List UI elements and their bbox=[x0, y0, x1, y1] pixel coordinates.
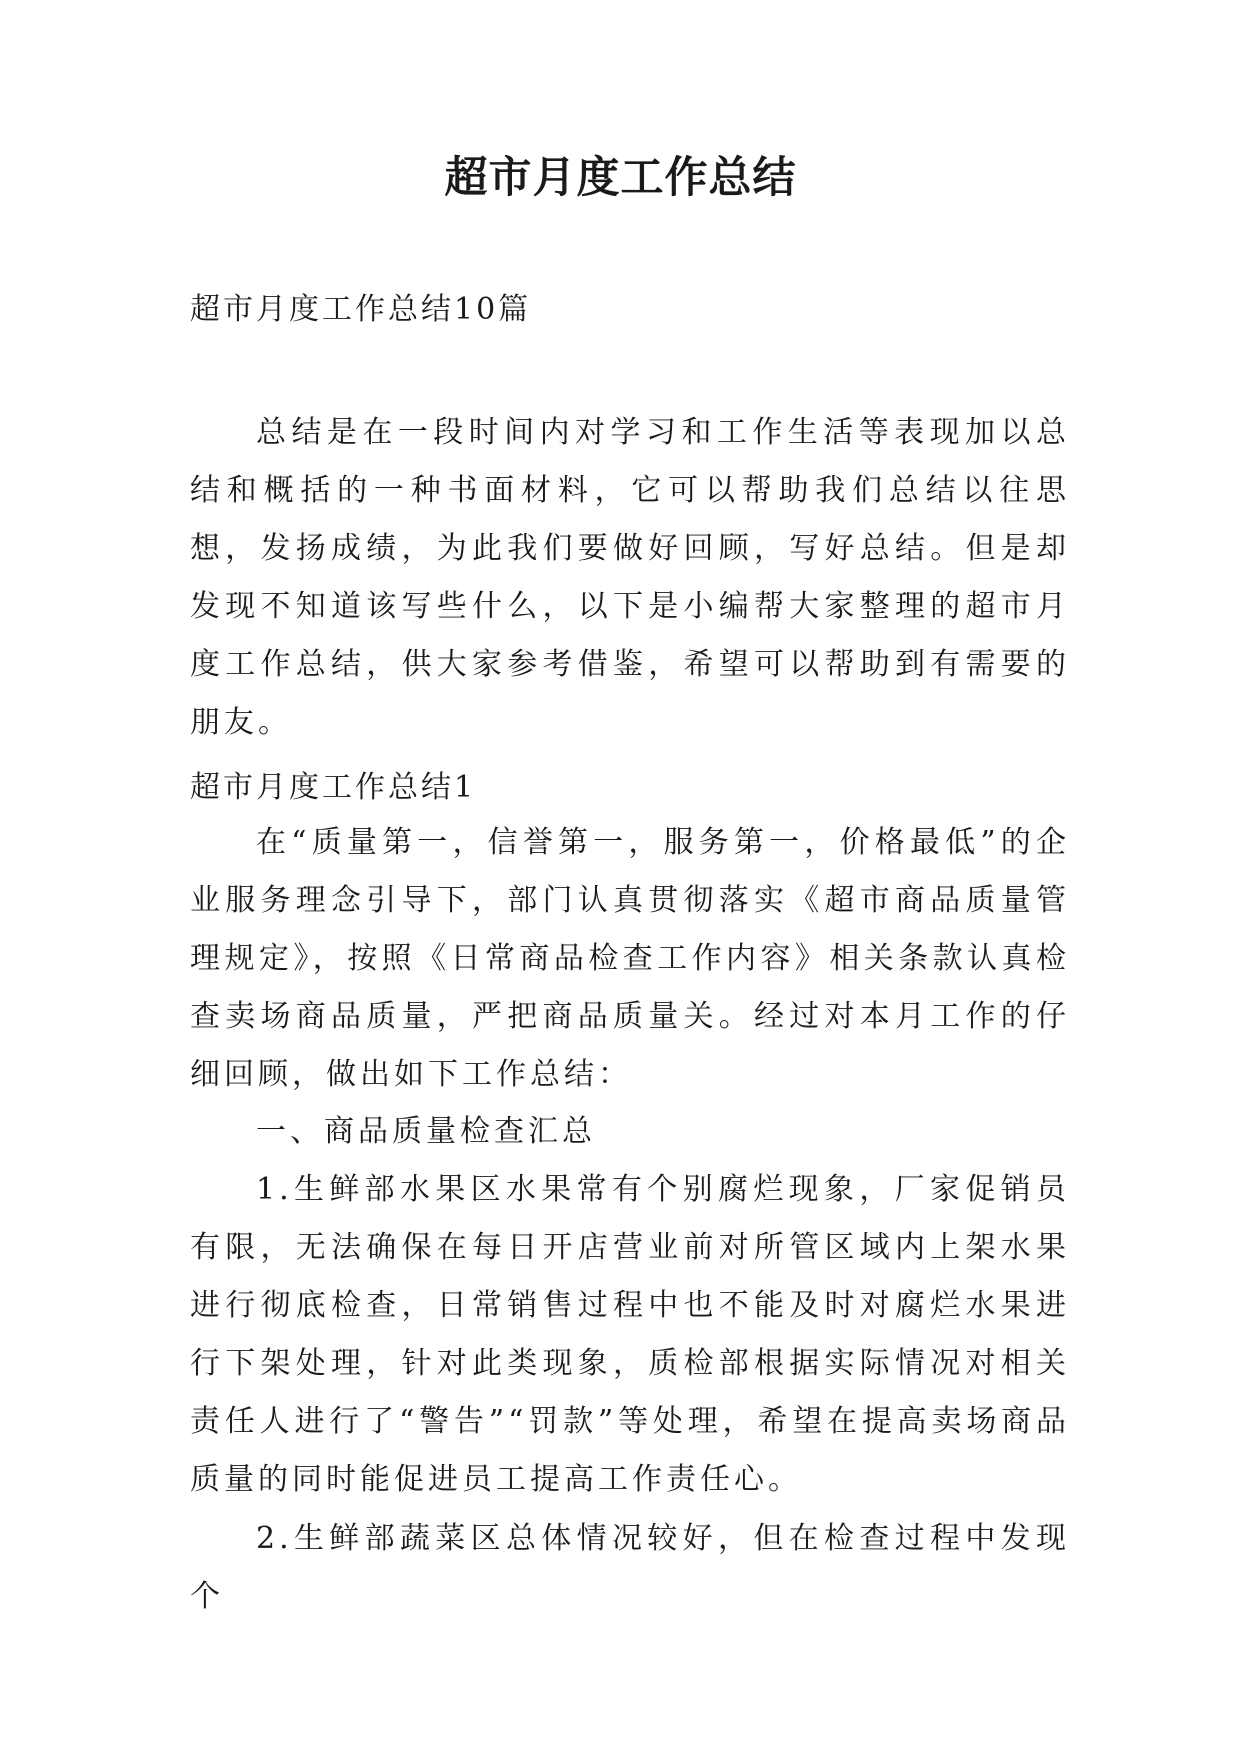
section-opening-paragraph: 在“质量第一，信誉第一，服务第一，价格最低”的企业服务理念引导下，部门认真贯彻落实《超市商品质量管理规定》，按照《日常商品检查工作内容》相关条款认真检查卖场商品质量，严把商品质量关。经过对本月工作的仔细回顾，做出如下工作总结： bbox=[190, 825, 1070, 1092]
document-subtitle: 超市月度工作总结10篇 bbox=[190, 292, 532, 327]
section-heading: 超市月度工作总结1 bbox=[190, 770, 477, 805]
part-heading: 一、商品质量检查汇总 bbox=[256, 1114, 596, 1149]
list-item-paragraph: 1.生鲜部水果区水果常有个别腐烂现象，厂家促销员有限，无法确保在每日开店营业前对所管区域内上架水果进行彻底检查，日常销售过程中也不能及时对腐烂水果进行下架处理，针对此类现象，质检部根据实际情况对相关责任人进行了“警告”“罚款”等处理，希望在提高卖场商品质量的同时能促进员工提高工作责任心。 bbox=[190, 1172, 1070, 1497]
list-item-paragraph: 2.生鲜部蔬菜区总体情况较好，但在检查过程中发现个 bbox=[190, 1521, 1070, 1614]
intro-paragraph: 总结是在一段时间内对学习和工作生活等表现加以总结和概括的一种书面材料，它可以帮助我们总结以往思想，发扬成绩，为此我们要做好回顾，写好总结。但是却发现不知道该写些什么，以下是小编帮大家整理的超市月度工作总结，供大家参考借鉴，希望可以帮助到有需要的朋友。 bbox=[190, 415, 1070, 740]
document-title: 超市月度工作总结 bbox=[444, 153, 797, 203]
